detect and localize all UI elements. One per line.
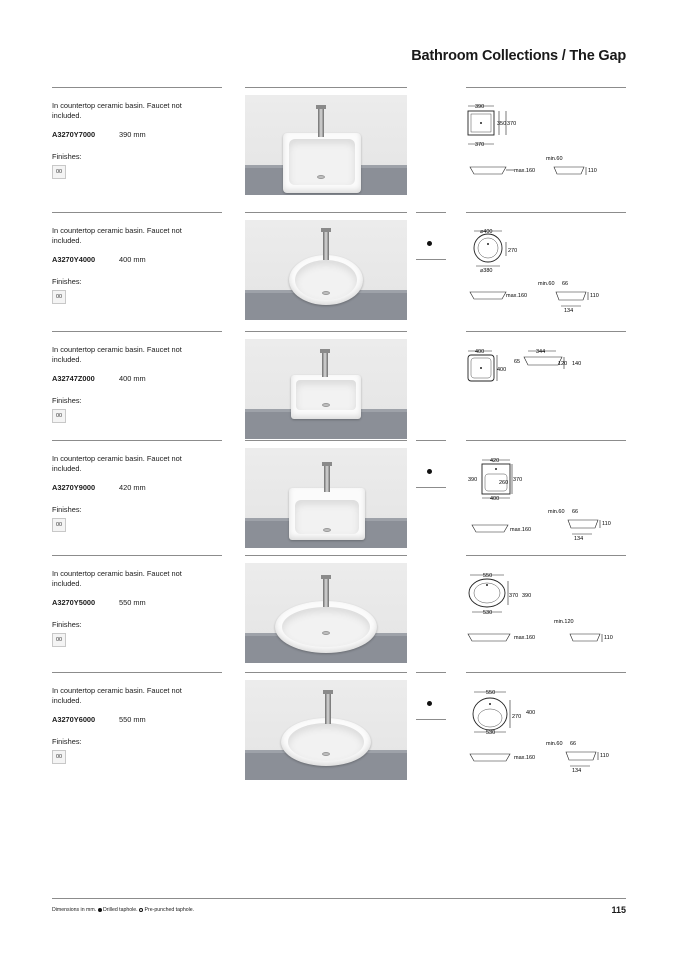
pre-punched-taphole-icon <box>139 908 143 912</box>
product-row <box>0 331 678 451</box>
technical-drawing <box>466 565 626 655</box>
dimension-label: 400 <box>497 367 507 373</box>
product-size: 420 mm <box>119 483 146 492</box>
dimension-label: 66 <box>570 741 577 747</box>
finishes-label: Finishes: <box>52 737 82 746</box>
finishes-label: Finishes: <box>52 396 82 405</box>
divider <box>245 87 407 88</box>
finish-swatch: 00 <box>52 409 66 423</box>
dimension-label: max.160 <box>514 168 536 174</box>
product-description: In countertop ceramic basin. Faucet not included. <box>52 345 182 364</box>
product-code: A3270Y7000 <box>52 130 96 139</box>
divider <box>416 440 446 441</box>
dimension-label: 110 <box>588 168 597 174</box>
drilled-taphole-icon <box>427 469 432 474</box>
dimension-label: 260 <box>499 480 509 486</box>
technical-drawing <box>466 682 626 772</box>
product-description: In countertop ceramic basin. Faucet not included. <box>52 226 182 245</box>
divider <box>52 331 222 332</box>
dimension-label: 66 <box>562 281 569 287</box>
product-photo <box>245 95 407 195</box>
divider <box>245 672 407 673</box>
product-description: In countertop ceramic basin. Faucet not included. <box>52 569 182 588</box>
dimension-label: max.160 <box>510 527 532 533</box>
product-photo <box>245 220 407 320</box>
divider <box>466 555 626 556</box>
product-description: In countertop ceramic basin. Faucet not included. <box>52 454 182 473</box>
product-description: In countertop ceramic basin. Faucet not included. <box>52 101 182 120</box>
footer-note <box>52 907 194 913</box>
product-code: A3270Y9000 <box>52 483 96 492</box>
product-photo <box>245 339 407 439</box>
finishes-label: Finishes: <box>52 505 82 514</box>
dimension-label: 110 <box>602 521 611 527</box>
product-description: In countertop ceramic basin. Faucet not included. <box>52 686 182 705</box>
divider <box>416 719 446 720</box>
dimension-label: 370 <box>509 593 519 599</box>
dimension-label: min.120 <box>554 619 574 625</box>
dimension-label: min.60 <box>538 281 555 287</box>
dimension-label: 66 <box>572 509 579 515</box>
dimension-label: 344 <box>536 349 546 355</box>
divider <box>466 331 626 332</box>
finishes-label: Finishes: <box>52 620 82 629</box>
dimension-label: 110 <box>600 753 609 759</box>
dimension-label: 350 <box>497 121 507 127</box>
product-row <box>0 87 678 207</box>
drilled-taphole-icon <box>427 241 432 246</box>
technical-drawing <box>466 450 626 540</box>
drilled-taphole-icon <box>98 908 102 912</box>
product-row <box>0 440 678 560</box>
dimension-label: 270 <box>512 714 522 720</box>
dimension-label: 140 <box>572 361 582 367</box>
dimension-label: 370 <box>507 121 517 127</box>
dimension-label: 134 <box>572 768 582 772</box>
page-number: 115 <box>611 905 626 915</box>
divider <box>466 87 626 88</box>
footer-note-drilled: Drilled taphole. <box>103 907 138 913</box>
technical-drawing <box>466 97 626 187</box>
footer-note-prepunched: Pre-punched taphole. <box>144 907 195 913</box>
product-row <box>0 212 678 332</box>
product-photo <box>245 563 407 663</box>
dimension-label: 530 <box>486 730 496 736</box>
dimension-label: 400 <box>475 349 485 355</box>
dimension-label: 110 <box>590 293 599 299</box>
divider <box>245 212 407 213</box>
divider <box>245 331 407 332</box>
divider <box>245 440 407 441</box>
dimension-label: 120 <box>558 361 568 367</box>
divider <box>466 212 626 213</box>
dimension-label: 270 <box>508 248 518 254</box>
divider <box>416 487 446 488</box>
product-code: A3270Y6000 <box>52 715 96 724</box>
technical-drawing <box>466 341 626 431</box>
product-code: A3270Y4000 <box>52 255 96 264</box>
product-size: 550 mm <box>119 598 146 607</box>
dimension-label: min.60 <box>546 156 563 162</box>
product-size: 400 mm <box>119 374 146 383</box>
product-size: 390 mm <box>119 130 146 139</box>
dimension-label: min.60 <box>548 509 565 515</box>
divider <box>416 259 446 260</box>
divider <box>466 440 626 441</box>
finishes-label: Finishes: <box>52 152 82 161</box>
dimension-label: 390 <box>468 477 478 483</box>
finish-swatch: 00 <box>52 633 66 647</box>
page-title: Bathroom Collections / The Gap <box>411 48 626 64</box>
divider <box>52 555 222 556</box>
divider <box>52 212 222 213</box>
dimension-label: 370 <box>513 477 523 483</box>
finish-swatch: 00 <box>52 290 66 304</box>
divider <box>52 672 222 673</box>
drilled-taphole-icon <box>427 701 432 706</box>
dimension-label: ⌀400 <box>480 229 493 235</box>
dimension-label: 530 <box>483 610 493 616</box>
dimension-label: max.160 <box>514 755 536 761</box>
dimension-label: 110 <box>604 635 613 641</box>
technical-drawing <box>466 222 626 312</box>
finish-swatch: 00 <box>52 518 66 532</box>
finish-swatch: 00 <box>52 165 66 179</box>
dimension-label: 400 <box>526 710 536 716</box>
finish-swatch: 00 <box>52 750 66 764</box>
dimension-label: 134 <box>574 536 584 540</box>
product-code: A32747Z000 <box>52 374 95 383</box>
divider <box>52 440 222 441</box>
dimension-label: 420 <box>490 458 500 464</box>
product-size: 550 mm <box>119 715 146 724</box>
dimension-label: 390 <box>522 593 532 599</box>
dimension-label: 550 <box>486 690 496 696</box>
product-photo <box>245 680 407 780</box>
dimension-label: 390 <box>475 104 485 110</box>
footer-divider <box>52 898 626 899</box>
product-row <box>0 672 678 792</box>
divider <box>416 212 446 213</box>
dimension-label: ⌀380 <box>480 268 493 274</box>
dimension-label: 550 <box>483 573 493 579</box>
divider <box>466 672 626 673</box>
dimension-label: 370 <box>475 142 485 148</box>
product-code: A3270Y5000 <box>52 598 96 607</box>
divider <box>52 87 222 88</box>
dimension-label: min.60 <box>546 741 563 747</box>
dimension-label: max.160 <box>506 293 528 299</box>
product-row <box>0 555 678 675</box>
divider <box>245 555 407 556</box>
product-photo <box>245 448 407 548</box>
dimension-label: 65 <box>514 359 521 365</box>
dimension-label: max.160 <box>514 635 536 641</box>
finishes-label: Finishes: <box>52 277 82 286</box>
dimension-label: 400 <box>490 496 500 502</box>
footer-note-dimensions: Dimensions in mm. <box>52 907 97 913</box>
product-size: 400 mm <box>119 255 146 264</box>
divider <box>416 672 446 673</box>
dimension-label: 134 <box>564 308 574 312</box>
